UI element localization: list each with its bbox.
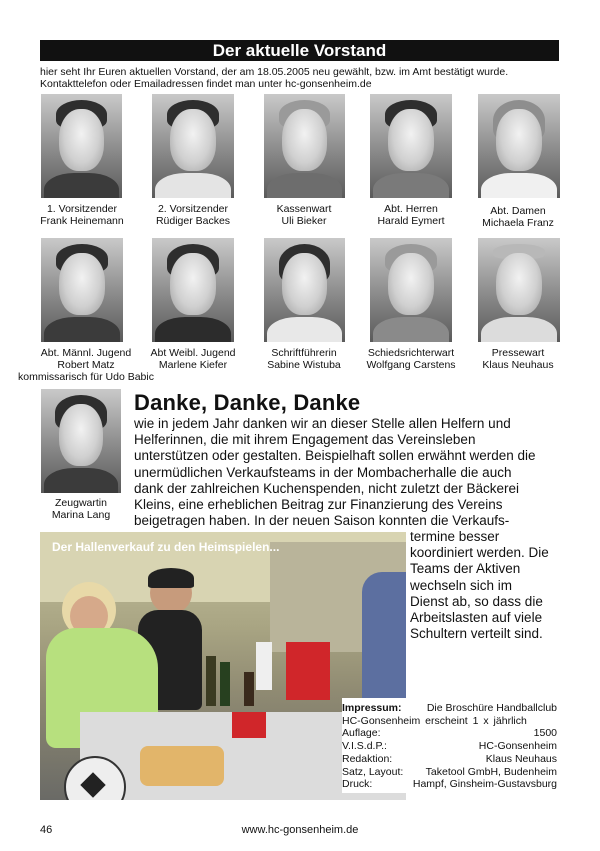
- article-line: Arbeitslasten auf viele: [410, 610, 543, 626]
- member-name: Robert Matz: [57, 359, 115, 371]
- article-line: dank der zahlreichen Kuchenspenden, nicht zuletzt der Bäckerei: [134, 480, 519, 496]
- member-role: Abt. Herren: [384, 203, 438, 215]
- page-title: Der aktuelle Vorstand: [40, 40, 559, 61]
- member-role: Abt Weibl. Jugend: [150, 347, 236, 359]
- article-line: wechseln sich im: [410, 577, 513, 593]
- portrait-robert-matz: [41, 238, 123, 342]
- impressum-key: Redaktion:: [342, 752, 393, 765]
- impressum-row: [342, 766, 557, 779]
- portrait-frank-heinemann: [41, 94, 122, 198]
- member-role: Kassenwart: [276, 203, 332, 215]
- portrait-wolfgang-carstens: [370, 238, 452, 342]
- caption-harald-eymert: [361, 203, 461, 227]
- member-note: kommissarisch für Udo Babic: [18, 371, 154, 383]
- member-name: Harald Eymert: [377, 215, 445, 227]
- caption-marlene-kiefer: [143, 347, 243, 371]
- article-line: Schultern verteilt sind.: [410, 626, 543, 642]
- member-name: Michaela Franz: [482, 217, 554, 229]
- member-role: Schiedsrichterwart: [367, 347, 455, 359]
- impressum-key: Satz, Layout:: [342, 765, 404, 778]
- impressum-key: Auflage:: [342, 727, 381, 740]
- caption-uli-bieker: [254, 203, 354, 227]
- impressum-text-2-row: [342, 715, 557, 728]
- caption-marina-lang: [31, 497, 131, 521]
- impressum-label: Impressum:: [342, 702, 402, 714]
- impressum-row: [342, 740, 557, 753]
- article-side-column: [410, 529, 549, 642]
- portrait-michaela-franz: [478, 94, 560, 198]
- caption-michaela-franz: [468, 205, 568, 229]
- caption-sabine-wistuba: [254, 347, 354, 371]
- caption-klaus-neuhaus: [468, 347, 568, 371]
- member-role: Schriftführerin: [271, 347, 337, 359]
- caption-ruediger-backes: [143, 203, 243, 227]
- impressum-text-1: Die Broschüre Handballclub: [426, 702, 557, 714]
- caption-frank-heinemann: [31, 203, 133, 227]
- member-role: Abt. Damen: [490, 205, 546, 217]
- member-name: Rüdiger Backes: [155, 215, 231, 227]
- article-line: beigetragen haben. In der neuen Saison konnten die Verkaufs-: [134, 513, 510, 529]
- member-role: Zeugwartin: [55, 497, 107, 509]
- article-line: unterstützen oder gestalten. Beispielhaft sollen erwähnt werden die: [134, 448, 536, 464]
- impressum-row: [342, 778, 557, 791]
- impressum-value: 1500: [533, 727, 557, 740]
- article-heading: Danke, Danke, Danke: [134, 390, 361, 415]
- portrait-klaus-neuhaus: [478, 238, 560, 342]
- impressum-row: [342, 727, 557, 740]
- member-role: Abt. Männl. Jugend: [40, 347, 132, 359]
- article-line: koordiniert werden. Die: [410, 545, 549, 561]
- article-body: [134, 416, 536, 529]
- article-line: Teams der Aktiven: [410, 561, 521, 577]
- portrait-uli-bieker: [264, 94, 345, 198]
- portrait-marlene-kiefer: [152, 238, 234, 342]
- member-role: 2. Vorsitzender: [157, 203, 229, 215]
- article-line: Helferinnen, die mit ihrem Engagement das Vereinsleben: [134, 432, 476, 448]
- member-role: Pressewart: [491, 347, 545, 359]
- impressum-text-2: HC-Gonsenheim erscheint 1 x jährlich: [342, 714, 527, 727]
- impressum-value: Hampf, Ginsheim-Gustavsburg: [412, 778, 557, 791]
- portrait-harald-eymert: [370, 94, 452, 198]
- member-name: Uli Bieker: [281, 215, 327, 227]
- member-name: Wolfgang Carstens: [366, 359, 456, 371]
- impressum-value: HC-Gonsenheim: [478, 740, 557, 753]
- article-line: Dienst ab, so dass die: [410, 593, 543, 609]
- article-line: Kleins, eine erheblichen Beitrag zur Finanzierung des Vereins: [134, 497, 503, 513]
- impressum-value: Klaus Neuhaus: [485, 752, 557, 765]
- impressum: [342, 698, 557, 793]
- footer-url[interactable]: www.hc-gonsenheim.de: [241, 824, 359, 836]
- portrait-marina-lang: [41, 389, 121, 493]
- portrait-sabine-wistuba: [264, 238, 345, 342]
- impressum-key: V.I.S.d.P.:: [342, 740, 387, 753]
- member-name: Marlene Kiefer: [158, 359, 228, 371]
- photo-caption: Der Hallenverkauf zu den Heimspielen...: [52, 540, 280, 554]
- member-name: Frank Heinemann: [40, 215, 124, 227]
- intro-line-1: hier seht Ihr Euren aktuellen Vorstand, der am 18.05.2005 neu gewählt, bzw. im Amt bestätigt wurde.: [40, 66, 509, 78]
- member-role: 1. Vorsitzender: [46, 203, 118, 215]
- member-name: Marina Lang: [51, 509, 111, 521]
- impressum-value: Taketool GmbH, Budenheim: [425, 765, 557, 778]
- page-number: 46: [40, 824, 53, 836]
- impressum-key: Druck:: [342, 778, 373, 791]
- article-line: unermüdlichen Verkaufsteams in der Mombacherhalle die auch: [134, 464, 512, 480]
- portrait-ruediger-backes: [152, 94, 234, 198]
- member-name: Sabine Wistuba: [267, 359, 341, 371]
- article-line: wie in jedem Jahr danken wir an dieser Stelle allen Helfern und: [134, 416, 511, 431]
- member-name: Klaus Neuhaus: [482, 359, 554, 371]
- caption-wolfgang-carstens: [361, 347, 461, 371]
- article-line: termine besser: [410, 529, 500, 544]
- intro-line-2: Kontakttelefon oder Emailadressen findet man unter hc-gonsenheim.de: [40, 78, 372, 90]
- impressum-row: [342, 753, 557, 766]
